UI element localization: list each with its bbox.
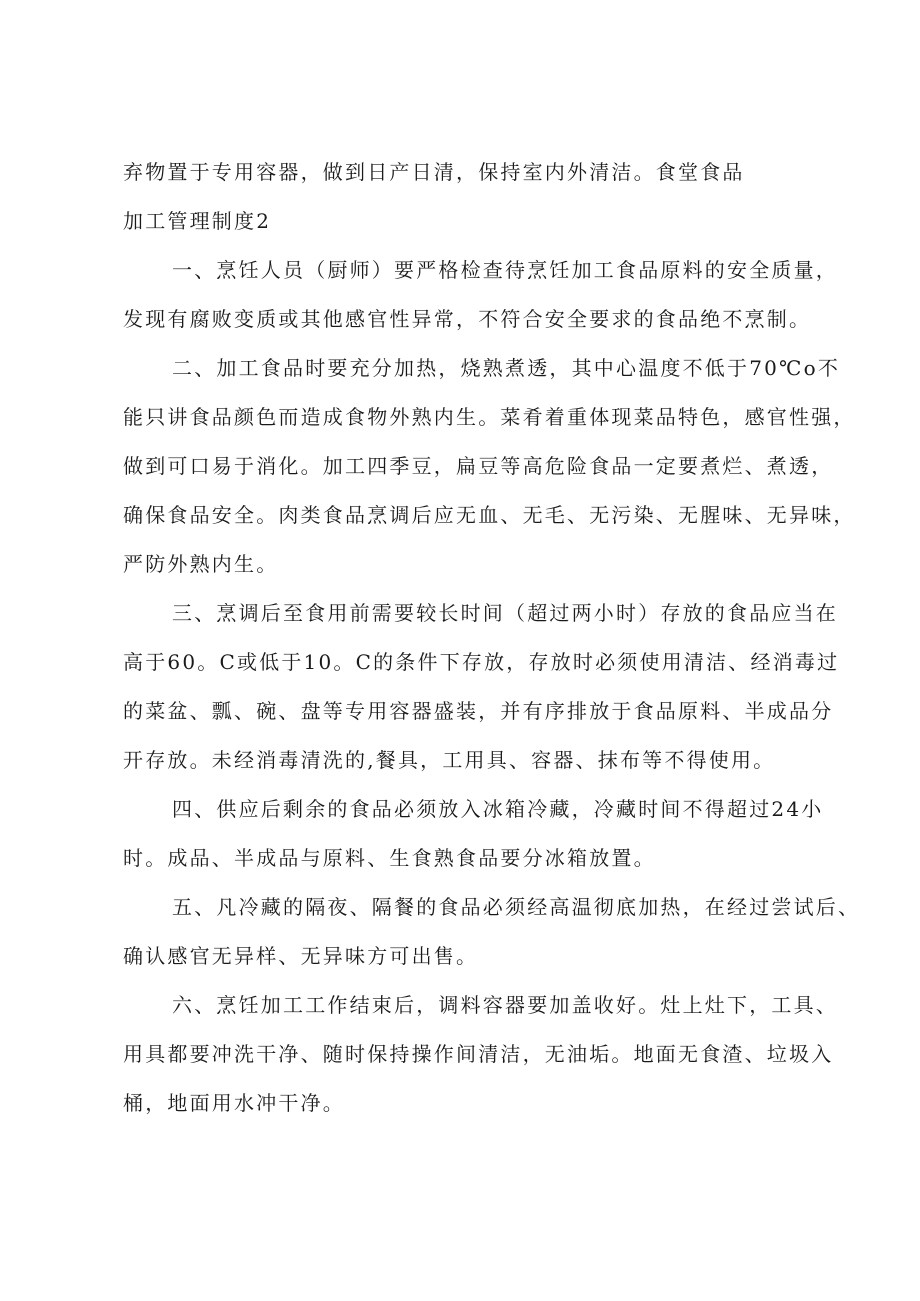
paragraph-3-line-4: 开存放。未经消毒清洗的,餐具，工用具、容器、抹布等不得使用。 <box>123 748 776 772</box>
paragraph-2-line-1: 二、加工食品时要充分加热，烧熟煮透，其中心温度不低于70℃o不 <box>172 356 841 380</box>
paragraph-3-line-2: 高于60。C或低于10。C的条件下存放，存放时必须使用清洁、经消毒过 <box>123 650 840 674</box>
paragraph-4-line-1: 四、供应后剩余的食品必须放入冰箱冷藏，冷藏时间不得超过24小 <box>172 797 824 821</box>
intro-line-1: 弃物置于专用容器，做到日产日清，保持室内外清洁。食堂食品 <box>123 160 745 184</box>
paragraph-6-line-3: 桶，地面用水冲干净。 <box>123 1091 345 1115</box>
paragraph-6-line-2: 用具都要冲洗干净、随时保持操作间清洁，无油垢。地面无食渣、垃圾入 <box>123 1042 834 1066</box>
section-heading: 加工管理制度2 <box>123 209 272 233</box>
paragraph-5-line-1: 五、凡冷藏的隔夜、隔餐的食品必须经高温彻底加热，在经过尝试后、 <box>172 895 861 919</box>
paragraph-2-line-4: 确保食品安全。肉类食品烹调后应无血、无毛、无污染、无腥味、无异味， <box>123 503 856 527</box>
paragraph-5-line-2: 确认感官无异样、无异味方可出售。 <box>123 944 479 968</box>
paragraph-2-line-3: 做到可口易于消化。加工四季豆，扁豆等高危险食品一定要煮烂、煮透， <box>123 454 834 478</box>
paragraph-2-line-5: 严防外熟内生。 <box>123 552 279 576</box>
paragraph-1-line-1: 一、烹饪人员（厨师）要严格检查待烹饪加工食品原料的安全质量， <box>172 258 838 282</box>
paragraph-6-line-1: 六、烹饪加工工作结束后，调料容器要加盖收好。灶上灶下，工具、 <box>172 993 838 1017</box>
paragraph-2-line-2: 能只讲食品颜色而造成食物外熟内生。菜肴着重体现菜品特色，感官性强， <box>123 405 856 429</box>
paragraph-4-line-2: 时。成品、半成品与原料、生食熟食品要分冰箱放置。 <box>123 846 656 870</box>
paragraph-3-line-3: 的菜盆、瓢、碗、盘等专用容器盛装，并有序排放于食品原料、半成品分 <box>123 699 834 723</box>
paragraph-1-line-2: 发现有腐败变质或其他感官性异常，不符合安全要求的食品绝不烹制。 <box>123 307 812 331</box>
paragraph-3-line-1: 三、烹调后至食用前需要较长时间（超过两小时）存放的食品应当在 <box>172 601 838 625</box>
